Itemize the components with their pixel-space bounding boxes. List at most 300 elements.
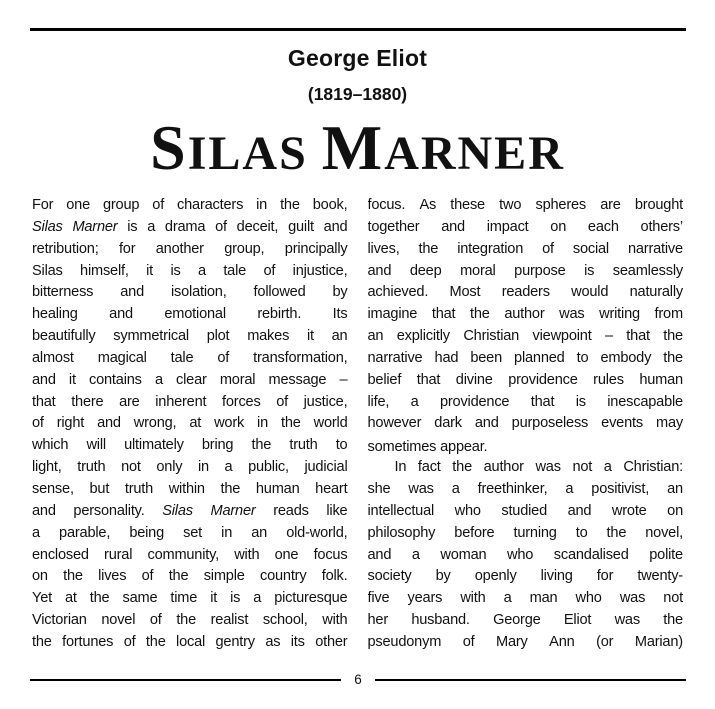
text-line: [368, 263, 684, 285]
text-word: was: [619, 590, 646, 607]
text-word: narrative: [627, 240, 683, 257]
text-word: the: [89, 590, 110, 607]
text-word: but: [89, 480, 110, 497]
text-line: [32, 284, 348, 306]
text-word: gentry: [215, 633, 255, 650]
text-word: an: [367, 328, 384, 345]
text-word: a: [565, 480, 574, 497]
text-word: the: [663, 349, 683, 366]
text-line: [368, 634, 684, 656]
text-word: who: [507, 546, 534, 563]
text-word: retribution;: [32, 240, 99, 257]
text-word: the: [663, 328, 683, 345]
text-word: simple: [203, 568, 245, 585]
text-word: by: [435, 568, 451, 585]
text-word: public,: [248, 459, 289, 476]
text-word: emotional: [164, 306, 226, 323]
text-word: to: [335, 437, 348, 454]
text-word: that: [416, 371, 441, 388]
text-word: deep: [409, 262, 442, 279]
text-line: [368, 241, 684, 263]
text-word: almost: [32, 349, 74, 366]
text-word: inescapable: [607, 393, 683, 410]
text-line: [32, 328, 348, 350]
text-word: on: [550, 218, 567, 235]
text-word: been: [470, 349, 502, 366]
text-word: with: [322, 612, 348, 629]
text-word: husband.: [411, 612, 470, 629]
text-word: she: [367, 480, 391, 497]
text-word: message: [268, 371, 327, 388]
text-word: twenty-: [637, 568, 683, 585]
text-line: [368, 394, 684, 416]
text-word: planned: [514, 349, 565, 366]
text-word: man: [529, 590, 558, 607]
text-word: pseudonym: [367, 633, 442, 650]
text-word: purposeless: [511, 415, 589, 432]
text-word: at: [189, 415, 202, 432]
text-word: human: [639, 371, 683, 388]
text-word: rules: [593, 371, 624, 388]
text-word: wrote: [611, 502, 647, 519]
text-word: it: [146, 262, 154, 279]
text-word: a: [410, 393, 419, 410]
text-word: Most: [449, 284, 481, 301]
text-word: freethinker,: [477, 480, 548, 497]
text-word: lives,: [367, 240, 400, 257]
text-word: set: [183, 524, 203, 541]
text-word: judicial: [304, 459, 348, 476]
text-word: same: [122, 590, 158, 607]
book-title: [0, 112, 715, 195]
text-word: for: [118, 240, 136, 257]
text-word: and: [567, 502, 592, 519]
text-word: of: [263, 262, 276, 279]
text-word: readers: [501, 284, 550, 301]
text-word: intellectual: [367, 502, 435, 519]
text-segment: sometimes appear.: [367, 439, 488, 456]
text-word: narrative: [367, 349, 423, 366]
text-word: followed: [253, 284, 306, 301]
text-line: [32, 372, 348, 394]
text-word: clear: [176, 371, 207, 388]
text-word: turning: [513, 524, 557, 541]
text-word: As: [419, 197, 437, 213]
text-word: not: [121, 459, 141, 476]
text-word: of: [542, 240, 554, 257]
text-word: events: [601, 415, 643, 432]
text-word: himself,: [80, 262, 129, 279]
text-line: [368, 350, 684, 372]
text-word: Yet: [32, 590, 52, 607]
text-word: tale: [223, 262, 247, 279]
text-word: other: [315, 633, 348, 650]
text-word: lives: [98, 568, 127, 585]
text-word: makes: [247, 328, 290, 345]
text-word: an: [667, 480, 683, 497]
text-word: was: [408, 480, 434, 497]
text-word: Christian: [463, 328, 520, 345]
text-word: rural: [104, 546, 133, 563]
text-line: [368, 219, 684, 241]
text-word: right: [56, 415, 85, 432]
text-word: social: [572, 240, 609, 257]
footer-rule-right: [375, 679, 686, 681]
text-line: [368, 437, 684, 459]
text-line: [32, 547, 348, 569]
text-word: drama: [164, 218, 206, 235]
author-dates: (1819–1880): [307, 84, 408, 104]
body-columns: [32, 197, 683, 656]
text-word: the: [251, 437, 272, 454]
text-word: is: [584, 262, 595, 279]
text-word: Christian:: [623, 459, 683, 476]
text-word: the: [606, 524, 627, 541]
text-word: embody: [600, 349, 652, 366]
text-word: is: [127, 218, 138, 235]
text-word: of: [152, 197, 165, 213]
text-word: it: [210, 590, 218, 607]
text-word: Silas: [32, 218, 63, 235]
text-word: living: [540, 568, 573, 585]
text-word: the: [452, 459, 472, 476]
text-word: an: [251, 524, 268, 541]
text-word: one: [66, 197, 91, 213]
text-line: [368, 547, 684, 569]
text-word: of: [149, 612, 162, 629]
text-line: [368, 525, 684, 547]
text-word: work: [214, 415, 245, 432]
text-line: [32, 263, 348, 285]
text-word: naturally: [629, 284, 683, 301]
text-word: forces: [222, 393, 261, 410]
text-word: only: [156, 459, 183, 476]
text-word: justice,: [303, 393, 348, 410]
text-word: and: [32, 371, 56, 388]
text-word: enclosed: [32, 546, 89, 563]
text-word: its: [290, 633, 305, 650]
text-word: a: [224, 459, 233, 476]
text-word: moral: [219, 371, 256, 388]
text-word: of: [217, 349, 230, 366]
text-line: [32, 437, 348, 459]
text-line: [32, 634, 348, 656]
text-word: Victorian: [32, 612, 87, 629]
text-word: and: [109, 306, 133, 323]
text-word: fact: [417, 459, 441, 476]
text-word: the: [176, 612, 196, 629]
text-word: each: [587, 218, 619, 235]
text-word: dark: [434, 415, 462, 432]
text-word: human: [255, 480, 300, 497]
text-word: isolation,: [170, 284, 227, 301]
text-word: a: [32, 524, 40, 541]
text-word: providence: [439, 393, 510, 410]
text-word: realist: [210, 612, 249, 629]
text-word: and: [32, 502, 56, 519]
text-word: old-world,: [286, 524, 348, 541]
text-word: book,: [312, 197, 348, 213]
text-word: would: [571, 284, 609, 301]
text-word: in: [197, 459, 209, 476]
text-line: [368, 306, 684, 328]
text-word: scandalised: [553, 546, 629, 563]
text-word: explicitly: [396, 328, 450, 345]
text-word: novel: [101, 612, 136, 629]
text-word: transformation,: [253, 349, 348, 366]
title-initial-2: M: [321, 112, 385, 183]
text-word: and: [474, 415, 499, 432]
text-word: fortunes: [62, 633, 114, 650]
text-word: another: [155, 240, 204, 257]
text-word: magical: [97, 349, 147, 366]
text-word: guilt: [288, 218, 314, 235]
text-word: the: [32, 633, 52, 650]
text-word: there: [71, 393, 104, 410]
text-word: spheres: [535, 197, 586, 213]
text-word: group,: [224, 240, 265, 257]
text-word: within: [168, 480, 205, 497]
text-word: imagine: [367, 306, 418, 323]
text-word: that: [530, 393, 555, 410]
text-word: a: [154, 371, 163, 388]
text-word: characters: [177, 197, 244, 213]
column-left: [32, 197, 348, 656]
text-word: moral: [460, 262, 496, 279]
text-word: of: [215, 218, 227, 235]
text-word: belief: [367, 371, 402, 388]
text-word: truth: [124, 480, 154, 497]
text-line: [368, 328, 684, 350]
text-line: [368, 568, 684, 590]
text-word: Its: [332, 306, 348, 323]
text-word: to: [576, 349, 589, 366]
text-word: to: [575, 524, 588, 541]
text-word: principally: [284, 240, 348, 257]
text-word: and: [367, 546, 392, 563]
text-word: a: [603, 459, 612, 476]
text-word: focus: [313, 546, 348, 563]
text-word: which: [32, 437, 69, 454]
text-word: sense,: [32, 480, 74, 497]
text-word: country: [259, 568, 307, 585]
text-word: who: [454, 502, 481, 519]
text-word: who: [575, 590, 602, 607]
text-line: [32, 459, 348, 481]
text-word: studied: [501, 502, 548, 519]
text-word: the: [63, 568, 83, 585]
text-word: For: [32, 197, 54, 213]
text-line: [32, 350, 348, 372]
text-word: a: [451, 480, 460, 497]
text-word: providence: [508, 371, 578, 388]
text-word: one: [274, 546, 299, 563]
text-word: impact: [486, 218, 529, 235]
text-word: heart: [315, 480, 348, 497]
text-word: had: [434, 349, 459, 366]
title-initial-1: S: [150, 112, 188, 183]
text-word: before: [454, 524, 495, 541]
text-word: folk.: [321, 568, 348, 585]
text-line: [368, 197, 684, 219]
text-word: novel,: [645, 524, 683, 541]
text-word: plot: [206, 328, 230, 345]
text-word: from: [654, 306, 683, 323]
text-word: Silas: [32, 262, 63, 279]
text-word: a: [503, 590, 512, 607]
text-word: divine: [455, 371, 493, 388]
footer-rule: [30, 671, 686, 688]
text-word: Marner: [72, 218, 118, 235]
text-line: [368, 590, 684, 612]
text-line: [32, 590, 348, 612]
text-word: symmetrical: [113, 328, 189, 345]
text-word: the: [663, 612, 683, 629]
text-line: [32, 219, 348, 241]
text-word: seamlessly: [612, 262, 683, 279]
text-word: that: [626, 328, 650, 345]
text-line: [368, 459, 684, 481]
text-word: woman: [440, 546, 487, 563]
text-word: and: [441, 218, 465, 235]
text-word: on: [667, 502, 683, 519]
text-word: reads: [273, 502, 309, 519]
text-word: Marner: [210, 502, 256, 519]
text-word: in: [257, 415, 269, 432]
text-word: being: [129, 524, 165, 541]
text-word: are: [119, 393, 140, 410]
text-word: was: [535, 459, 561, 476]
text-word: (or: [596, 633, 614, 650]
text-word: is: [230, 590, 241, 607]
text-line: [32, 197, 348, 219]
text-word: years: [407, 590, 443, 607]
text-word: parable,: [59, 524, 111, 541]
text-word: on: [32, 568, 48, 585]
text-word: may: [656, 415, 683, 432]
text-word: a: [253, 590, 262, 607]
text-word: not: [663, 590, 683, 607]
text-word: and: [323, 218, 348, 235]
text-word: polite: [649, 546, 683, 563]
text-line: [32, 568, 348, 590]
text-line: [32, 612, 348, 634]
text-word: with: [460, 590, 486, 607]
page-number: 6: [354, 672, 362, 687]
text-word: Marian): [634, 633, 683, 650]
text-word: together: [367, 218, 420, 235]
text-word: truth: [77, 459, 106, 476]
text-word: at: [64, 590, 77, 607]
text-word: inherent: [155, 393, 207, 410]
text-word: that: [431, 306, 456, 323]
text-line: [32, 503, 348, 525]
column-right: [368, 197, 684, 656]
text-word: bitterness: [32, 284, 94, 301]
text-word: a: [411, 546, 420, 563]
text-line: [32, 241, 348, 263]
text-line: [368, 284, 684, 306]
text-word: In: [394, 459, 407, 476]
text-word: is: [170, 262, 181, 279]
author-name: George Eliot: [287, 45, 428, 71]
text-line: [368, 415, 684, 437]
text-line: [368, 481, 684, 503]
footer-rule-left: [30, 679, 341, 681]
text-word: the: [168, 568, 189, 585]
text-word: in: [256, 197, 268, 213]
text-word: beautifully: [32, 328, 96, 345]
text-line: [32, 415, 348, 437]
text-word: however: [367, 415, 422, 432]
text-word: light,: [32, 459, 62, 476]
text-line: [32, 306, 348, 328]
text-word: by: [332, 284, 348, 301]
text-word: was: [559, 306, 585, 323]
text-word: personality.: [73, 502, 145, 519]
text-word: will: [86, 437, 106, 454]
text-word: with: [234, 546, 260, 563]
text-line: [32, 525, 348, 547]
text-word: Mary: [496, 633, 528, 650]
top-rule: [30, 28, 686, 31]
text-word: local: [176, 633, 206, 650]
text-word: is: [575, 393, 586, 410]
text-word: achieved.: [367, 284, 429, 301]
text-word: rebirth.: [257, 306, 302, 323]
text-word: contains: [89, 371, 142, 388]
text-word: of: [462, 633, 475, 650]
text-word: the: [220, 480, 241, 497]
text-word: and: [120, 284, 144, 301]
text-word: school,: [262, 612, 308, 629]
text-word: group: [102, 197, 140, 213]
text-line: [368, 612, 684, 634]
text-word: deceit,: [236, 218, 279, 235]
text-word: and: [367, 262, 392, 279]
text-word: not: [572, 459, 593, 476]
text-word: the: [418, 240, 439, 257]
title-rest-1: ILAS: [187, 127, 308, 180]
title-rest-2: ARNER: [384, 127, 565, 180]
text-line: [32, 394, 348, 416]
text-word: community,: [147, 546, 219, 563]
text-word: society: [367, 568, 412, 585]
text-word: was: [614, 612, 640, 629]
text-word: life,: [367, 393, 390, 410]
text-line: [32, 481, 348, 503]
text-line: [368, 503, 684, 525]
text-word: bring: [201, 437, 234, 454]
text-word: the: [280, 415, 301, 432]
text-word: picturesque: [274, 590, 348, 607]
text-word: in: [221, 524, 233, 541]
text-word: philosophy: [367, 524, 436, 541]
text-word: it: [306, 328, 314, 345]
text-word: her: [367, 612, 388, 629]
text-word: an: [331, 328, 348, 345]
text-word: a: [198, 262, 206, 279]
text-word: the: [470, 306, 490, 323]
text-word: Silas: [162, 502, 193, 519]
text-word: of: [32, 415, 44, 432]
text-word: Eliot: [563, 612, 592, 629]
text-word: –: [339, 371, 348, 388]
text-word: focus.: [367, 197, 406, 213]
text-word: these: [450, 197, 485, 213]
text-word: for: [596, 568, 614, 585]
text-word: of: [123, 633, 136, 650]
